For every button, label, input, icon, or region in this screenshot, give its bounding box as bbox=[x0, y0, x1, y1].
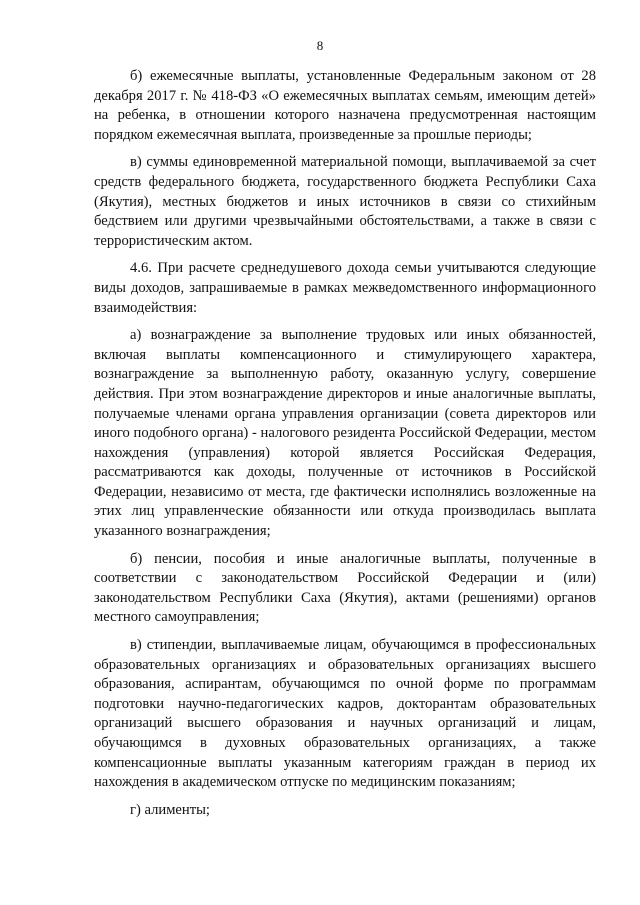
paragraph-v-stipends: в) стипендии, выплачиваемые лицам, обучающимся в профессиональных образовательных организациях и образовательных организациях высшего образования, аспирантам, обучающимся по очной форме по программам подготовки научно-педагогических кадров, докторантам образовательных организаций высшего образования и научных организаций и лицам, обучающимся в духовных образовательных организациях, а также компенсационные выплаты указанным категориям граждан в период их нахождения в академическом отпуске по медицинским показаниям; bbox=[94, 637, 596, 791]
document-body bbox=[94, 67, 596, 828]
paragraph-v-material-aid: в) суммы единовременной материальной помощи, выплачиваемой за счет средств федерального бюджета, государственного бюджета Республики Саха (Якутия), местных бюджетов и иных источников в связи со стихийным бедствием или другими чрезвычайными обстоятельствами, а также в связи с террористическим актом. bbox=[94, 154, 596, 249]
page-number: 8 bbox=[316, 38, 324, 53]
paragraph-b-pensions: б) пенсии, пособия и иные аналогичные выплаты, полученные в соответствии с законодательством Российской Федерации и (или) законодательством Республики Саха (Якутия), актами (решениями) органов местного самоуправления; bbox=[94, 550, 596, 626]
paragraph-a-remuneration: а) вознаграждение за выполнение трудовых или иных обязанностей, включая выплаты компенсационного и стимулирующего характера, вознаграждение за выполненную работу, оказанную услугу, совершение действия. При этом вознаграждение директоров и иные аналогичные выплаты, получаемые членами органа управления организации (совета директоров или иного подобного органа) - налогового резидента Российской Федерации, местом нахождения (управления) которой является Российская Федерация, рассматриваются как доходы, полученные от источников в Российской Федерации, независимо от места, где фактически исполнялись возложенные на этих лиц управленческие обязанности или откуда производилась выплата указанного вознаграждения; bbox=[94, 327, 596, 540]
paragraph-4-6-income-types: 4.6. При расчете среднедушевого дохода семьи учитываются следующие виды доходов, запрашиваемые в рамках межведомственного информационного взаимодействия: bbox=[94, 260, 596, 316]
paragraph-g-alimony: г) алименты; bbox=[130, 801, 210, 818]
paragraph-b-monthly-payments: б) ежемесячные выплаты, установленные Федеральным законом от 28 декабря 2017 г. № 418-ФЗ «О ежемесячных выплатах семьям, имеющим детей» на ребенка, в отношении которого назначена предусмотренная настоящим порядком ежемесячная выплата, произведенные за прошлые периоды; bbox=[94, 68, 596, 143]
